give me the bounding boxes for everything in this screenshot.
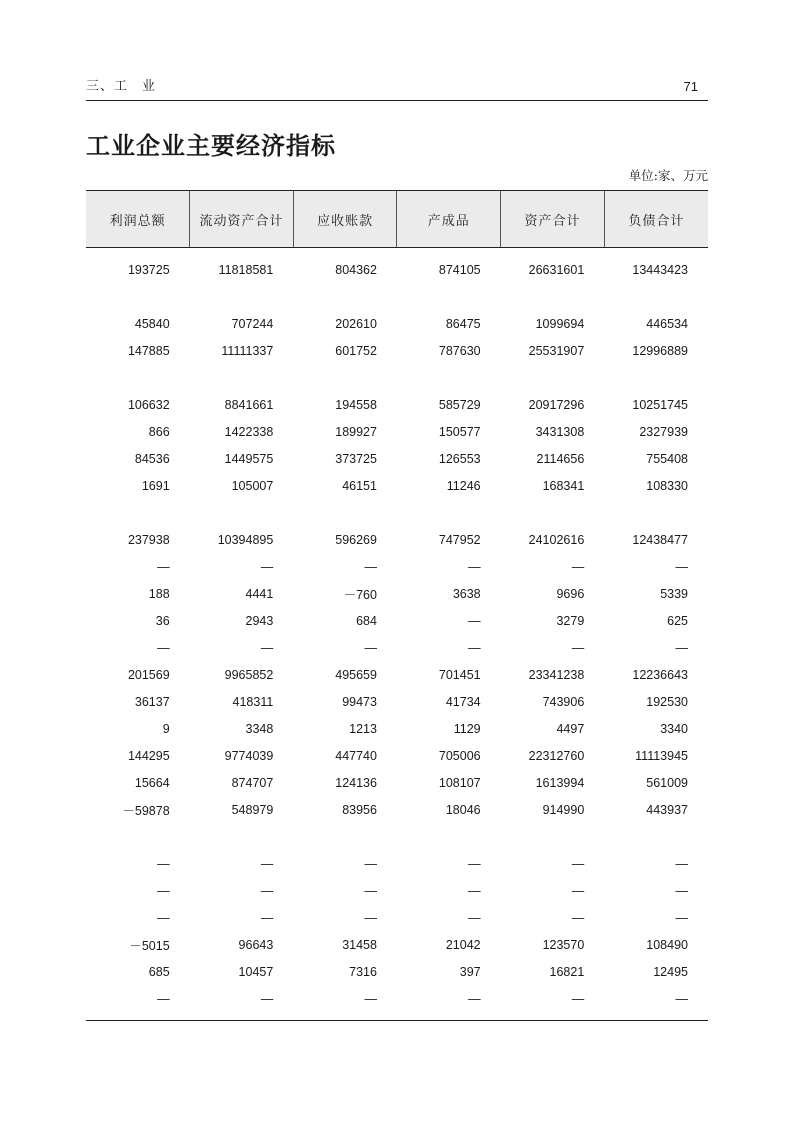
page-title: 工业企业主要经济指标 bbox=[86, 132, 336, 160]
table-cell: — bbox=[675, 559, 688, 574]
table-cell: 12495 bbox=[653, 964, 688, 979]
table-cell: 1422338 bbox=[224, 424, 274, 439]
table-cell: — bbox=[364, 856, 377, 871]
table-cell: 866 bbox=[148, 424, 170, 439]
table-row bbox=[86, 877, 708, 904]
table-cell: 743906 bbox=[542, 694, 585, 709]
table-cell: 13443423 bbox=[632, 262, 688, 277]
table-cell: 9 bbox=[162, 721, 170, 736]
table-cell: 144295 bbox=[127, 748, 170, 763]
table-row bbox=[86, 310, 708, 337]
table-row bbox=[86, 472, 708, 499]
table-cell: — bbox=[364, 991, 377, 1006]
table-cell: — bbox=[260, 910, 274, 925]
table-cell: 447740 bbox=[335, 748, 377, 763]
table-cell: 124136 bbox=[335, 775, 377, 790]
table-cell: 373725 bbox=[335, 451, 377, 466]
table-cell: 874105 bbox=[438, 262, 481, 277]
table-cell: 787630 bbox=[438, 343, 481, 358]
table-cell: — bbox=[571, 910, 585, 925]
table-cell: 585729 bbox=[438, 397, 481, 412]
unit-note: 单位:家、万元 bbox=[628, 168, 708, 183]
table-row bbox=[86, 796, 708, 823]
table-cell: 3431308 bbox=[535, 424, 585, 439]
table-cell: 18046 bbox=[445, 802, 481, 817]
table-header-row bbox=[86, 191, 708, 248]
running-header bbox=[86, 79, 708, 95]
table-cell: 707244 bbox=[231, 316, 274, 331]
table-cell: 10251745 bbox=[632, 397, 688, 412]
table-cell: －760 bbox=[343, 587, 377, 602]
table-cell: 5339 bbox=[660, 586, 688, 601]
table-cell: — bbox=[260, 559, 274, 574]
table-spacer-row bbox=[86, 283, 708, 310]
table-cell: 874707 bbox=[231, 775, 274, 790]
table-cell: 189927 bbox=[335, 424, 377, 439]
table-row bbox=[86, 715, 708, 742]
table-cell: 20917296 bbox=[528, 397, 585, 412]
table-cell: 86475 bbox=[445, 316, 481, 331]
table-row bbox=[86, 256, 708, 283]
table-row bbox=[86, 337, 708, 364]
table-cell: — bbox=[157, 910, 170, 925]
table-row bbox=[86, 391, 708, 418]
table-row bbox=[86, 445, 708, 472]
table-cell: — bbox=[675, 640, 688, 655]
table-row bbox=[86, 985, 708, 1012]
table-cell: －5015 bbox=[129, 938, 170, 953]
table-cell: — bbox=[468, 910, 481, 925]
table-cell: 2943 bbox=[245, 613, 274, 628]
table-cell: 548979 bbox=[231, 802, 274, 817]
table-cell: 108330 bbox=[646, 478, 688, 493]
table-cell: 194558 bbox=[335, 397, 377, 412]
table-cell: 25531907 bbox=[528, 343, 585, 358]
spacer-cell bbox=[86, 364, 708, 391]
column-header-finished-goods: 产成品 bbox=[397, 191, 501, 248]
table-row bbox=[86, 607, 708, 634]
table-row bbox=[86, 850, 708, 877]
table-cell: 83956 bbox=[342, 802, 377, 817]
table-row bbox=[86, 418, 708, 445]
table-cell: — bbox=[260, 991, 274, 1006]
table-cell: — bbox=[468, 613, 481, 628]
table-cell: 168341 bbox=[542, 478, 585, 493]
table-cell: 4497 bbox=[556, 721, 585, 736]
table-cell: 36 bbox=[155, 613, 170, 628]
table-cell: — bbox=[364, 883, 377, 898]
table-cell: 126553 bbox=[438, 451, 481, 466]
table-cell: — bbox=[157, 883, 170, 898]
table-cell: 36137 bbox=[134, 694, 170, 709]
column-header-accounts-receivable: 应收账款 bbox=[293, 191, 397, 248]
table-cell: — bbox=[260, 856, 274, 871]
table-spacer-row bbox=[86, 248, 708, 257]
table-cell: 625 bbox=[667, 613, 688, 628]
table-row bbox=[86, 742, 708, 769]
table-cell: 2327939 bbox=[639, 424, 688, 439]
economic-indicators-table bbox=[86, 190, 708, 1012]
table-spacer-row bbox=[86, 823, 708, 850]
column-header-total-liabilities: 负债合计 bbox=[604, 191, 708, 248]
table-row bbox=[86, 769, 708, 796]
table-cell: 23341238 bbox=[528, 667, 585, 682]
table-cell: — bbox=[260, 640, 274, 655]
table-cell: 10457 bbox=[238, 964, 274, 979]
table-cell: — bbox=[571, 559, 585, 574]
table-cell: — bbox=[157, 640, 170, 655]
table-row bbox=[86, 526, 708, 553]
table-cell: — bbox=[571, 856, 585, 871]
table-spacer-row bbox=[86, 499, 708, 526]
table-row bbox=[86, 580, 708, 607]
table-cell: 45840 bbox=[134, 316, 170, 331]
table-cell: 22312760 bbox=[528, 748, 585, 763]
table-cell: — bbox=[468, 640, 481, 655]
table-cell: — bbox=[675, 856, 688, 871]
table-cell: 11113945 bbox=[635, 748, 688, 763]
table-cell: 914990 bbox=[542, 802, 585, 817]
table-cell: 10394895 bbox=[217, 532, 274, 547]
table-cell: — bbox=[571, 640, 585, 655]
table-cell: 24102616 bbox=[528, 532, 585, 547]
table-cell: 7316 bbox=[349, 964, 377, 979]
table-cell: 46151 bbox=[342, 478, 377, 493]
table-cell: 3638 bbox=[452, 586, 481, 601]
table-row bbox=[86, 931, 708, 958]
table-cell: — bbox=[157, 856, 170, 871]
table-cell: 201569 bbox=[127, 667, 170, 682]
table-cell: 804362 bbox=[335, 262, 377, 277]
table-cell: 193725 bbox=[127, 262, 170, 277]
table-cell: 9696 bbox=[556, 586, 585, 601]
table-cell: 684 bbox=[356, 613, 377, 628]
table-cell: — bbox=[571, 991, 585, 1006]
table-cell: 106632 bbox=[127, 397, 170, 412]
table-cell: — bbox=[364, 559, 377, 574]
table-cell: 2114656 bbox=[536, 451, 585, 466]
table-cell: 1213 bbox=[349, 721, 377, 736]
table-row bbox=[86, 688, 708, 715]
table-spacer-row bbox=[86, 364, 708, 391]
table-cell: 237938 bbox=[127, 532, 170, 547]
table-cell: 418311 bbox=[232, 694, 274, 709]
table-cell: 3340 bbox=[660, 721, 688, 736]
table-cell: 99473 bbox=[342, 694, 377, 709]
table-cell: 9965852 bbox=[224, 667, 274, 682]
table-cell: — bbox=[364, 640, 377, 655]
table-row bbox=[86, 661, 708, 688]
table-cell: — bbox=[675, 883, 688, 898]
table-cell: 705006 bbox=[438, 748, 481, 763]
table-cell: 397 bbox=[459, 964, 481, 979]
table-cell: 108107 bbox=[438, 775, 481, 790]
table-row bbox=[86, 553, 708, 580]
table-cell: — bbox=[675, 991, 688, 1006]
table-cell: 96643 bbox=[238, 937, 274, 952]
table-row bbox=[86, 958, 708, 985]
table-cell: 12236643 bbox=[632, 667, 688, 682]
table-cell: 596269 bbox=[335, 532, 377, 547]
spacer-cell bbox=[86, 823, 708, 850]
column-header-total-assets: 资产合计 bbox=[501, 191, 605, 248]
table-cell: 15664 bbox=[134, 775, 170, 790]
table-cell: 105007 bbox=[231, 478, 274, 493]
table-cell: 1613994 bbox=[535, 775, 585, 790]
bottom-divider bbox=[86, 1020, 708, 1021]
table-cell: — bbox=[364, 910, 377, 925]
spacer-cell bbox=[86, 283, 708, 310]
table-cell: 755408 bbox=[646, 451, 688, 466]
table-cell: 1691 bbox=[141, 478, 170, 493]
table-cell: －59878 bbox=[122, 803, 170, 818]
table-cell: 3279 bbox=[556, 613, 585, 628]
table-cell: 192530 bbox=[646, 694, 688, 709]
table-cell: 4441 bbox=[245, 586, 274, 601]
table-cell: 12996889 bbox=[632, 343, 688, 358]
table-cell: 11818581 bbox=[218, 262, 274, 277]
table-cell: 31458 bbox=[342, 937, 377, 952]
header-divider bbox=[86, 100, 708, 101]
table-cell: — bbox=[468, 883, 481, 898]
table-cell: 8841661 bbox=[224, 397, 274, 412]
section-label: 三、工 业 bbox=[86, 79, 157, 94]
table-cell: 601752 bbox=[335, 343, 377, 358]
table-cell: 12438477 bbox=[632, 532, 688, 547]
table-cell: 108490 bbox=[646, 937, 688, 952]
table-cell: — bbox=[468, 856, 481, 871]
table-cell: 123570 bbox=[542, 937, 585, 952]
table-cell: 188 bbox=[148, 586, 170, 601]
table-cell: — bbox=[157, 991, 170, 1006]
spacer-cell bbox=[86, 499, 708, 526]
column-header-total-profit: 利润总额 bbox=[86, 191, 190, 248]
table-cell: 11111337 bbox=[221, 343, 274, 358]
table-cell: 1099694 bbox=[535, 316, 585, 331]
table-cell: 41734 bbox=[445, 694, 481, 709]
page-number: 71 bbox=[683, 79, 698, 94]
table-cell: 202610 bbox=[335, 316, 377, 331]
table-cell: 747952 bbox=[438, 532, 481, 547]
table-cell: — bbox=[468, 559, 481, 574]
table-row bbox=[86, 634, 708, 661]
table-row bbox=[86, 904, 708, 931]
table-body bbox=[86, 248, 708, 1013]
table-cell: 16821 bbox=[549, 964, 585, 979]
table-cell: 21042 bbox=[445, 937, 481, 952]
table-cell: 11246 bbox=[446, 478, 481, 493]
table-cell: 1449575 bbox=[224, 451, 274, 466]
column-header-current-assets: 流动资产合计 bbox=[190, 191, 294, 248]
table-cell: 443937 bbox=[646, 802, 688, 817]
table-cell: 446534 bbox=[646, 316, 688, 331]
table-cell: 3348 bbox=[245, 721, 274, 736]
table-cell: 147885 bbox=[127, 343, 170, 358]
table-cell: — bbox=[260, 883, 274, 898]
table-cell: 84536 bbox=[134, 451, 170, 466]
table-cell: 701451 bbox=[438, 667, 481, 682]
table-cell: 495659 bbox=[335, 667, 377, 682]
table-cell: 561009 bbox=[646, 775, 688, 790]
table-cell: — bbox=[468, 991, 481, 1006]
table-cell: 150577 bbox=[438, 424, 481, 439]
table-cell: 685 bbox=[148, 964, 170, 979]
table-cell: 1129 bbox=[453, 721, 481, 736]
table-cell: 9774039 bbox=[224, 748, 274, 763]
table-cell: — bbox=[571, 883, 585, 898]
table-cell: — bbox=[157, 559, 170, 574]
table-cell: 26631601 bbox=[528, 262, 585, 277]
table-cell: — bbox=[675, 910, 688, 925]
